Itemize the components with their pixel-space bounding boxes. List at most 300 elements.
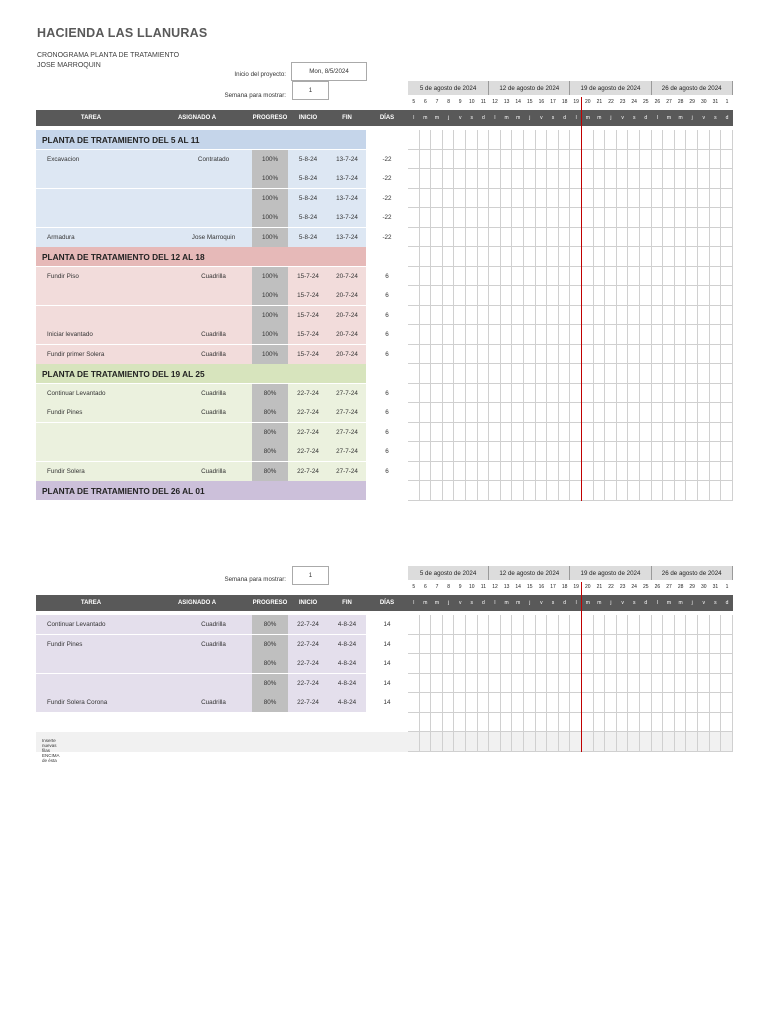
gantt-cell[interactable] (721, 462, 733, 482)
gantt-cell[interactable] (710, 403, 722, 423)
gantt-cell[interactable] (582, 325, 594, 345)
gantt-cell[interactable] (478, 462, 490, 482)
gantt-cell[interactable] (675, 247, 687, 267)
gantt-cell[interactable] (710, 654, 722, 674)
gantt-cell[interactable] (640, 442, 652, 462)
gantt-cell[interactable] (663, 150, 675, 170)
gantt-cell[interactable] (710, 713, 722, 733)
gantt-cell[interactable] (698, 267, 710, 287)
gantt-cell[interactable] (640, 325, 652, 345)
gantt-cell[interactable] (420, 693, 432, 713)
gantt-cell[interactable] (559, 462, 571, 482)
gantt-cell[interactable] (594, 228, 606, 248)
gantt-cell[interactable] (420, 189, 432, 209)
gantt-cell[interactable] (466, 169, 478, 189)
gantt-cell[interactable] (594, 247, 606, 267)
gantt-cell[interactable] (489, 267, 501, 287)
gantt-cell[interactable] (710, 364, 722, 384)
gantt-cell[interactable] (582, 693, 594, 713)
gantt-cell[interactable] (489, 150, 501, 170)
gantt-cell[interactable] (431, 228, 443, 248)
gantt-cell[interactable] (536, 462, 548, 482)
gantt-cell[interactable] (524, 403, 536, 423)
gantt-cell[interactable] (594, 286, 606, 306)
gantt-cell[interactable] (594, 208, 606, 228)
gantt-cell[interactable] (512, 481, 524, 501)
gantt-cell[interactable] (698, 325, 710, 345)
gantt-cell[interactable] (594, 462, 606, 482)
gantt-cell[interactable] (547, 693, 559, 713)
gantt-cell[interactable] (710, 442, 722, 462)
gantt-cell[interactable] (408, 325, 420, 345)
gantt-cell[interactable] (559, 306, 571, 326)
gantt-cell[interactable] (454, 403, 466, 423)
gantt-cell[interactable] (617, 150, 629, 170)
gantt-cell[interactable] (408, 130, 420, 150)
gantt-cell[interactable] (420, 130, 432, 150)
gantt-cell[interactable] (663, 423, 675, 443)
table-row[interactable] (36, 615, 366, 634)
gantt-cell[interactable] (547, 403, 559, 423)
gantt-cell[interactable] (617, 693, 629, 713)
gantt-cell[interactable] (582, 150, 594, 170)
gantt-cell[interactable] (536, 442, 548, 462)
gantt-cell[interactable] (652, 654, 664, 674)
table-row[interactable] (36, 674, 366, 693)
gantt-cell[interactable] (512, 674, 524, 694)
gantt-cell[interactable] (489, 462, 501, 482)
gantt-cell[interactable] (512, 228, 524, 248)
gantt-cell[interactable] (698, 189, 710, 209)
gantt-cell[interactable] (478, 403, 490, 423)
gantt-cell[interactable] (605, 462, 617, 482)
gantt-cell[interactable] (512, 635, 524, 655)
gantt-cell[interactable] (710, 325, 722, 345)
gantt-cell[interactable] (512, 189, 524, 209)
gantt-cell[interactable] (652, 674, 664, 694)
gantt-cell[interactable] (478, 306, 490, 326)
gantt-cell[interactable] (594, 403, 606, 423)
gantt-cell[interactable] (536, 208, 548, 228)
gantt-cell[interactable] (547, 325, 559, 345)
gantt-cell[interactable] (408, 228, 420, 248)
gantt-cell[interactable] (640, 403, 652, 423)
gantt-cell[interactable] (501, 267, 513, 287)
gantt-cell[interactable] (420, 345, 432, 365)
gantt-cell[interactable] (478, 150, 490, 170)
gantt-cell[interactable] (512, 654, 524, 674)
gantt-cell[interactable] (698, 150, 710, 170)
gantt-cell[interactable] (443, 247, 455, 267)
gantt-cell[interactable] (524, 732, 536, 752)
gantt-cell[interactable] (617, 384, 629, 404)
gantt-cell[interactable] (640, 364, 652, 384)
gantt-cell[interactable] (721, 267, 733, 287)
gantt-cell[interactable] (721, 403, 733, 423)
gantt-cell[interactable] (594, 364, 606, 384)
gantt-cell[interactable] (582, 615, 594, 635)
gantt-cell[interactable] (675, 403, 687, 423)
gantt-cell[interactable] (605, 130, 617, 150)
gantt-cell[interactable] (710, 674, 722, 694)
gantt-cell[interactable] (466, 208, 478, 228)
gantt-cell[interactable] (536, 713, 548, 733)
gantt-cell[interactable] (698, 364, 710, 384)
gantt-cell[interactable] (524, 481, 536, 501)
gantt-cell[interactable] (559, 345, 571, 365)
table-row[interactable] (36, 150, 366, 169)
gantt-cell[interactable] (454, 635, 466, 655)
gantt-cell[interactable] (605, 345, 617, 365)
gantt-cell[interactable] (431, 442, 443, 462)
gantt-cell[interactable] (605, 169, 617, 189)
gantt-cell[interactable] (478, 169, 490, 189)
gantt-cell[interactable] (524, 150, 536, 170)
gantt-cell[interactable] (710, 615, 722, 635)
table-row[interactable] (36, 635, 366, 654)
gantt-cell[interactable] (559, 635, 571, 655)
gantt-cell[interactable] (431, 169, 443, 189)
gantt-cell[interactable] (420, 615, 432, 635)
gantt-cell[interactable] (489, 693, 501, 713)
gantt-cell[interactable] (501, 615, 513, 635)
gantt-cell[interactable] (443, 615, 455, 635)
gantt-cell[interactable] (454, 654, 466, 674)
gantt-cell[interactable] (443, 403, 455, 423)
gantt-cell[interactable] (640, 713, 652, 733)
gantt-cell[interactable] (605, 364, 617, 384)
gantt-cell[interactable] (617, 462, 629, 482)
gantt-cell[interactable] (489, 635, 501, 655)
gantt-cell[interactable] (559, 325, 571, 345)
gantt-cell[interactable] (652, 150, 664, 170)
gantt-cell[interactable] (710, 267, 722, 287)
gantt-cell[interactable] (594, 267, 606, 287)
gantt-cell[interactable] (512, 713, 524, 733)
gantt-cell[interactable] (675, 481, 687, 501)
gantt-cell[interactable] (686, 384, 698, 404)
gantt-cell[interactable] (547, 423, 559, 443)
gantt-cell[interactable] (594, 732, 606, 752)
gantt-cell[interactable] (675, 208, 687, 228)
gantt-cell[interactable] (547, 247, 559, 267)
gantt-cell[interactable] (547, 130, 559, 150)
gantt-cell[interactable] (489, 208, 501, 228)
gantt-cell[interactable] (559, 267, 571, 287)
gantt-cell[interactable] (454, 442, 466, 462)
gantt-cell[interactable] (617, 364, 629, 384)
gantt-cell[interactable] (431, 423, 443, 443)
gantt-cell[interactable] (547, 306, 559, 326)
gantt-cell[interactable] (628, 169, 640, 189)
gantt-cell[interactable] (663, 674, 675, 694)
gantt-cell[interactable] (663, 189, 675, 209)
gantt-cell[interactable] (617, 208, 629, 228)
gantt-cell[interactable] (605, 635, 617, 655)
gantt-cell[interactable] (478, 635, 490, 655)
gantt-cell[interactable] (640, 286, 652, 306)
gantt-cell[interactable] (454, 384, 466, 404)
gantt-cell[interactable] (431, 403, 443, 423)
gantt-cell[interactable] (617, 654, 629, 674)
gantt-cell[interactable] (501, 247, 513, 267)
gantt-cell[interactable] (721, 345, 733, 365)
table-row[interactable] (36, 286, 366, 305)
gantt-cell[interactable] (698, 654, 710, 674)
gantt-cell[interactable] (408, 306, 420, 326)
gantt-cell[interactable] (675, 635, 687, 655)
gantt-cell[interactable] (454, 169, 466, 189)
gantt-cell[interactable] (698, 423, 710, 443)
gantt-cell[interactable] (582, 674, 594, 694)
gantt-cell[interactable] (478, 247, 490, 267)
gantt-cell[interactable] (501, 384, 513, 404)
gantt-cell[interactable] (698, 403, 710, 423)
gantt-cell[interactable] (594, 423, 606, 443)
gantt-cell[interactable] (420, 462, 432, 482)
gantt-cell[interactable] (582, 189, 594, 209)
gantt-cell[interactable] (686, 615, 698, 635)
gantt-cell[interactable] (443, 442, 455, 462)
gantt-cell[interactable] (628, 384, 640, 404)
gantt-cell[interactable] (652, 481, 664, 501)
gantt-cell[interactable] (675, 654, 687, 674)
gantt-cell[interactable] (617, 130, 629, 150)
gantt-cell[interactable] (501, 635, 513, 655)
gantt-cell[interactable] (710, 693, 722, 713)
gantt-cell[interactable] (466, 423, 478, 443)
gantt-cell[interactable] (466, 286, 478, 306)
gantt-cell[interactable] (559, 189, 571, 209)
gantt-cell[interactable] (524, 208, 536, 228)
gantt-cell[interactable] (466, 384, 478, 404)
gantt-cell[interactable] (686, 654, 698, 674)
gantt-cell[interactable] (582, 247, 594, 267)
gantt-cell[interactable] (652, 286, 664, 306)
gantt-cell[interactable] (512, 423, 524, 443)
gantt-cell[interactable] (547, 713, 559, 733)
gantt-cell[interactable] (582, 481, 594, 501)
gantt-cell[interactable] (663, 384, 675, 404)
gantt-cell[interactable] (466, 442, 478, 462)
gantt-cell[interactable] (663, 654, 675, 674)
gantt-cell[interactable] (489, 325, 501, 345)
gantt-cell[interactable] (628, 713, 640, 733)
table-row[interactable] (36, 403, 366, 422)
gantt-cell[interactable] (628, 635, 640, 655)
gantt-cell[interactable] (652, 247, 664, 267)
gantt-cell[interactable] (605, 713, 617, 733)
gantt-cell[interactable] (501, 150, 513, 170)
gantt-cell[interactable] (663, 286, 675, 306)
gantt-cell[interactable] (675, 189, 687, 209)
gantt-cell[interactable] (686, 442, 698, 462)
table-row[interactable] (36, 423, 366, 442)
gantt-cell[interactable] (466, 228, 478, 248)
gantt-cell[interactable] (652, 732, 664, 752)
gantt-cell[interactable] (536, 306, 548, 326)
gantt-cell[interactable] (675, 130, 687, 150)
gantt-cell[interactable] (559, 384, 571, 404)
gantt-cell[interactable] (501, 462, 513, 482)
gantt-cell[interactable] (431, 674, 443, 694)
gantt-cell[interactable] (686, 325, 698, 345)
gantt-cell[interactable] (652, 442, 664, 462)
gantt-cell[interactable] (675, 732, 687, 752)
gantt-cell[interactable] (547, 286, 559, 306)
gantt-cell[interactable] (431, 247, 443, 267)
gantt-cell[interactable] (698, 208, 710, 228)
gantt-cell[interactable] (547, 364, 559, 384)
gantt-cell[interactable] (594, 384, 606, 404)
gantt-cell[interactable] (721, 228, 733, 248)
gantt-cell[interactable] (547, 169, 559, 189)
gantt-cell[interactable] (617, 442, 629, 462)
gantt-cell[interactable] (512, 462, 524, 482)
gantt-cell[interactable] (466, 615, 478, 635)
gantt-cell[interactable] (663, 693, 675, 713)
gantt-cell[interactable] (536, 345, 548, 365)
gantt-cell[interactable] (686, 635, 698, 655)
gantt-cell[interactable] (663, 306, 675, 326)
gantt-cell[interactable] (628, 693, 640, 713)
gantt-cell[interactable] (524, 615, 536, 635)
gantt-cell[interactable] (408, 403, 420, 423)
gantt-cell[interactable] (524, 130, 536, 150)
gantt-cell[interactable] (663, 732, 675, 752)
gantt-cell[interactable] (431, 732, 443, 752)
gantt-cell[interactable] (408, 481, 420, 501)
gantt-cell[interactable] (652, 635, 664, 655)
gantt-cell[interactable] (431, 654, 443, 674)
gantt-cell[interactable] (582, 442, 594, 462)
gantt-cell[interactable] (582, 267, 594, 287)
gantt-cell[interactable] (501, 130, 513, 150)
gantt-cell[interactable] (536, 423, 548, 443)
gantt-cell[interactable] (605, 325, 617, 345)
gantt-cell[interactable] (547, 150, 559, 170)
gantt-cell[interactable] (454, 150, 466, 170)
gantt-cell[interactable] (478, 442, 490, 462)
gantt-cell[interactable] (431, 286, 443, 306)
gantt-cell[interactable] (431, 384, 443, 404)
gantt-cell[interactable] (721, 325, 733, 345)
gantt-cell[interactable] (454, 693, 466, 713)
gantt-cell[interactable] (408, 635, 420, 655)
gantt-cell[interactable] (536, 384, 548, 404)
gantt-cell[interactable] (605, 693, 617, 713)
gantt-cell[interactable] (628, 325, 640, 345)
gantt-cell[interactable] (605, 306, 617, 326)
gantt-cell[interactable] (478, 189, 490, 209)
gantt-cell[interactable] (536, 267, 548, 287)
gantt-cell[interactable] (617, 635, 629, 655)
gantt-cell[interactable] (617, 423, 629, 443)
gantt-cell[interactable] (628, 247, 640, 267)
gantt-cell[interactable] (686, 364, 698, 384)
gantt-cell[interactable] (710, 462, 722, 482)
gantt-cell[interactable] (420, 306, 432, 326)
gantt-cell[interactable] (686, 189, 698, 209)
gantt-cell[interactable] (501, 345, 513, 365)
gantt-cell[interactable] (547, 654, 559, 674)
gantt-cell[interactable] (524, 228, 536, 248)
gantt-cell[interactable] (686, 693, 698, 713)
gantt-cell[interactable] (501, 654, 513, 674)
gantt-cell[interactable] (536, 654, 548, 674)
gantt-cell[interactable] (524, 654, 536, 674)
gantt-cell[interactable] (466, 150, 478, 170)
gantt-cell[interactable] (605, 189, 617, 209)
gantt-cell[interactable] (721, 713, 733, 733)
gantt-cell[interactable] (640, 247, 652, 267)
table-row[interactable] (36, 169, 366, 188)
gantt-cell[interactable] (594, 713, 606, 733)
gantt-cell[interactable] (536, 732, 548, 752)
gantt-cell[interactable] (420, 267, 432, 287)
gantt-cell[interactable] (582, 403, 594, 423)
gantt-cell[interactable] (524, 713, 536, 733)
gantt-cell[interactable] (466, 306, 478, 326)
gantt-cell[interactable] (594, 345, 606, 365)
gantt-cell[interactable] (710, 306, 722, 326)
gantt-cell[interactable] (443, 189, 455, 209)
gantt-cell[interactable] (698, 481, 710, 501)
gantt-cell[interactable] (466, 732, 478, 752)
gantt-cell[interactable] (698, 169, 710, 189)
gantt-cell[interactable] (675, 345, 687, 365)
gantt-cell[interactable] (431, 615, 443, 635)
gantt-cell[interactable] (640, 208, 652, 228)
gantt-cell[interactable] (536, 635, 548, 655)
gantt-cell[interactable] (582, 364, 594, 384)
gantt-cell[interactable] (466, 635, 478, 655)
gantt-cell[interactable] (652, 189, 664, 209)
gantt-cell[interactable] (582, 208, 594, 228)
gantt-cell[interactable] (501, 228, 513, 248)
gantt-cell[interactable] (605, 150, 617, 170)
gantt-cell[interactable] (640, 462, 652, 482)
gantt-cell[interactable] (605, 286, 617, 306)
gantt-cell[interactable] (652, 615, 664, 635)
gantt-cell[interactable] (652, 384, 664, 404)
gantt-cell[interactable] (454, 423, 466, 443)
gantt-cell[interactable] (663, 635, 675, 655)
gantt-cell[interactable] (559, 228, 571, 248)
gantt-cell[interactable] (512, 286, 524, 306)
gantt-cell[interactable] (617, 306, 629, 326)
gantt-cell[interactable] (478, 228, 490, 248)
gantt-cell[interactable] (489, 442, 501, 462)
gantt-cell[interactable] (652, 423, 664, 443)
gantt-cell[interactable] (547, 228, 559, 248)
gantt-cell[interactable] (536, 130, 548, 150)
table-row[interactable] (36, 654, 366, 673)
gantt-cell[interactable] (663, 462, 675, 482)
gantt-cell[interactable] (478, 345, 490, 365)
gantt-cell[interactable] (501, 481, 513, 501)
gantt-cell[interactable] (628, 403, 640, 423)
gantt-cell[interactable] (628, 462, 640, 482)
gantt-cell[interactable] (547, 384, 559, 404)
gantt-cell[interactable] (489, 732, 501, 752)
gantt-cell[interactable] (512, 267, 524, 287)
gantt-cell[interactable] (652, 130, 664, 150)
gantt-cell[interactable] (501, 208, 513, 228)
gantt-cell[interactable] (408, 654, 420, 674)
week-to-show-input[interactable]: 1 (292, 81, 329, 100)
gantt-cell[interactable] (710, 208, 722, 228)
